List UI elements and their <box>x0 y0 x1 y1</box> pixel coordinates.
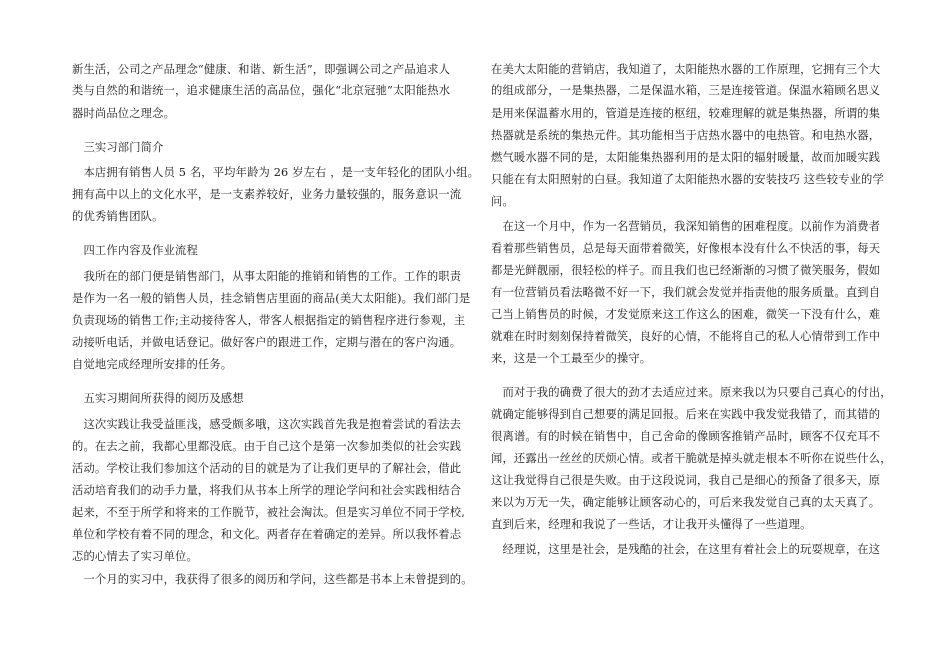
text-line: 有一位营销员看法略微不好一下，我们就会发觉并指责他的服务质量。直到自 <box>491 286 881 299</box>
text-line: 活动培育我们的动手力量，将我们从书本上所学的理论学问和社会实践相结合 <box>72 484 462 497</box>
text-line: 一个月的实习中，我获得了很多的阅历和学问，这些都是书本上未曾提到的。 <box>72 573 473 586</box>
text-line: 是用来保温蓄水用的，管道是连接的枢纽，较难理解的就是集热器，所谓的集 <box>491 107 881 120</box>
text-line: 这让我觉得自己很是失败。由于这段说词，我自己是细心的预备了很多天，原 <box>491 474 881 487</box>
text-line: 热器就是系统的集热元件。其功能相当于店热水器中的电热管。和电热水器， <box>491 129 881 142</box>
text-line: 新生活，公司之产品理念“健康、和谐、新生活”，即强调公司之产品追求人 <box>72 63 451 76</box>
text-line: 看着那些销售员，总是每天面带着微笑，好像根本没有什么不快活的事，每天 <box>491 242 881 255</box>
text-line: 动接听电话，并做电话登记。做好客户的跟进工作，定期与潜在的客户沟通。 <box>72 336 462 349</box>
text-line: 在这一个月中，作为一名营销员，我深知销售的困难程度。以前作为消费者 <box>491 220 881 233</box>
text-line: 就难在时时刻刻保持着微笑，良好的心情，不能将自己的私人心情带到工作中 <box>491 330 881 343</box>
text-line: 的。在去之前，我都心里都没底。由于自己这个是第一次参加类似的社会实践 <box>72 440 462 453</box>
text-line: 都是光鲜靓丽，很轻松的样子。而且我们也已经渐渐的习惯了微笑服务，假如 <box>491 264 881 277</box>
text-line: 单位和学校有着不同的理念，和文化。两者存在着确定的差异。所以我怀着忐 <box>72 528 462 541</box>
text-line: 自觉地完成经理所安排的任务。 <box>72 358 233 371</box>
text-line: 闻，还露出一丝丝的厌烦心情。或者干脆就是掉头就走根本不听你在说些什么， <box>491 452 892 465</box>
text-line: 问。 <box>491 195 514 208</box>
text-line: 来，这是一个工最至少的操守。 <box>491 352 652 365</box>
text-line: 而对于我的确费了很大的劲才去适应过来。原来我以为只要自己真心的付出， <box>491 386 892 399</box>
text-line: 燃气暖水器不同的是，太阳能集热器利用的是太阳的辐射暖量，故而加暖实践 <box>491 151 881 164</box>
text-line: 我所在的部门便是销售部门，从事太阳能的推销和销售的工作。工作的职责 <box>72 270 462 283</box>
text-line: 负责现场的销售工作;主动接待客人，带客人根据指定的销售程序进行参观，主 <box>72 314 466 327</box>
text-line: 是作为一名一般的销售人员，挂念销售店里面的商品(美大太阳能)。我们部门是 <box>72 292 471 305</box>
text-line: 忑的心情去了实习单位。 <box>72 550 198 563</box>
text-line: 器时尚品位之理念。 <box>72 107 176 120</box>
text-line: 经理说，这里是社会，是残酷的社会，在这里有着社会上的玩耍规章，在这 <box>491 543 881 556</box>
text-line: 的优秀销售团队。 <box>72 210 164 223</box>
text-line: 这次实践让我受益匪浅，感受颇多哦，这次实践首先我是抱着尝试的看法去 <box>72 418 462 431</box>
text-line: 拥有高中以上的文化水平，是一支素养较好，业务力量较强的，服务意识一流 <box>72 188 462 201</box>
text-line: 只能在有太阳照射的白昼。我知道了太阳能热水器的安装技巧 这些较专业的学 <box>491 173 884 186</box>
text-line: 四工作内容及作业流程 <box>72 244 198 257</box>
text-line: 直到后来，经理和我说了一些话，才让我开头懂得了一些道理。 <box>491 518 812 531</box>
text-line: 来以为万无一失，确定能够让顾客动心的，可后来我发觉自己真的太天真了。 <box>491 496 881 509</box>
text-line: 活动。学校让我们参加这个活动的目的就是为了让我们更早的了解社会，借此 <box>72 462 462 475</box>
text-line: 很离谱。有的时候在销售中，自己舍命的像顾客推销产品时，顾客不仅充耳不 <box>491 430 881 443</box>
text-line: 五实习期间所获得的阅历及感想 <box>72 392 244 405</box>
text-line: 的组成部分，一是集热器，二是保温水箱，三是连接管道。保温水箱顾名思义 <box>491 84 881 97</box>
text-line: 在美大太阳能的营销店，我知道了，太阳能热水器的工作原理，它拥有三个大 <box>491 63 881 76</box>
text-line: 起来，不至于所学和将来的工作脱节，被社会淘汰。但是实习单位不同于学校, <box>72 506 465 519</box>
text-line: 三实习部门简介 <box>72 141 164 154</box>
text-line: 类与自然的和谐统一，追求健康生活的高品位，强化“北京冠驰”太阳能热水 <box>72 84 451 97</box>
text-line: 本店拥有销售人员 5 名，平均年龄为 26 岁左右 ，是一支年轻化的团队小组。 <box>72 166 480 179</box>
text-line: 就确定能够得到自己想要的满足回报。后来在实践中我发觉我错了，而其错的 <box>491 408 881 421</box>
text-line: 己当上销售员的时候，才发觉原来这工作这么的困难，微笑一下没有什么，难 <box>491 308 881 321</box>
